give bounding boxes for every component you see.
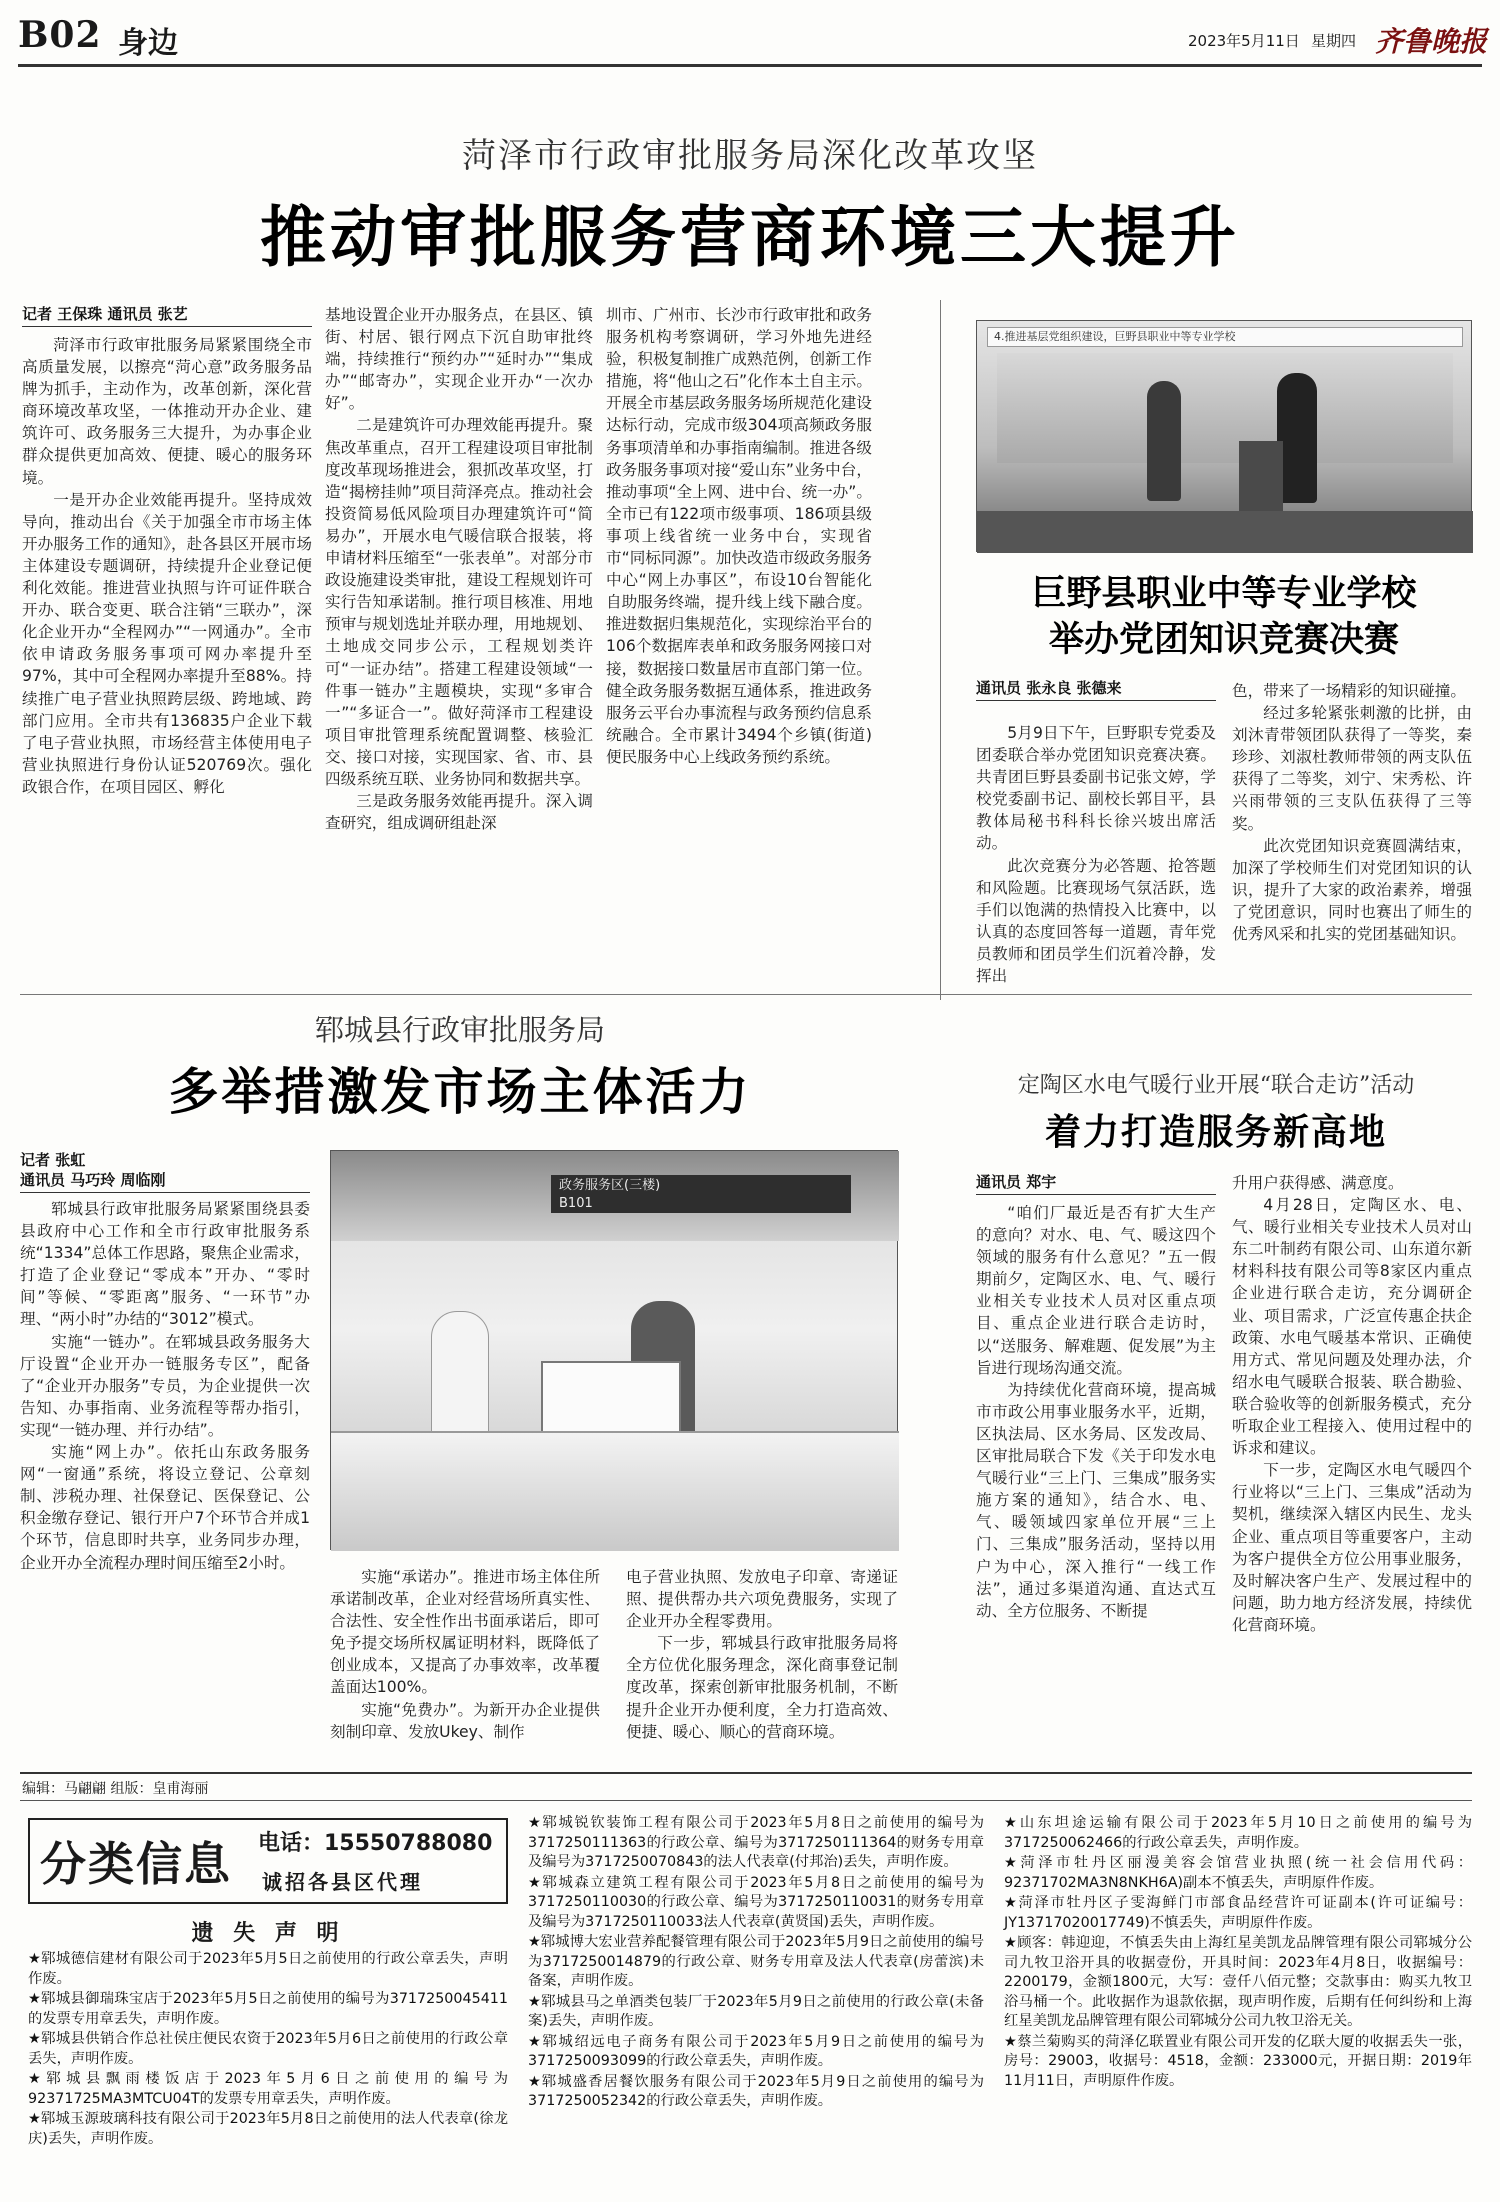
stage-banner: 4.推进基层党组织建设，巨野县职业中等专业学校 <box>987 327 1463 347</box>
stage-screen <box>997 353 1453 463</box>
a1-headline: 推动审批服务营商环境三大提升 <box>260 198 1240 276</box>
paragraph: 郓城县行政审批服务局紧紧围绕县委县政府中心工作和全市行政审批服务系统“1334”总体工作思路，聚焦企业需求，打造了企业登记“零成本”开办、“零时间”等候、“零距离”服务、“一环节”办理、“两小时”办结的“3012”模式。 <box>20 1200 310 1329</box>
paragraph: 色，带来了一场精彩的知识碰撞。 <box>1232 682 1466 700</box>
paragraph: 基地设置企业开办服务点，在县区、镇街、村居、银行网点下沉自助审批终端，持续推行“预约办”“延时办”“集成办”“邮寄办”，实现企业开办“一次办好”。 <box>325 306 593 413</box>
ads-rule <box>20 1800 1472 1801</box>
a2-byline: 通讯员 张永良 张德来 <box>976 678 1216 701</box>
notice-item: ★郓城绍远电子商务有限公司于2023年5月9日之前使用的编号为3717250093099的行政公章丢失，声明作废。 <box>528 2033 984 2069</box>
hall-sign-text: 政务服务区(三楼) <box>559 1178 661 1193</box>
paragraph: 实施“免费办”。为新开办企业提供刻制印章、发放Ukey、制作 <box>330 1700 600 1741</box>
a3-kicker: 郓城县行政审批服务局 <box>314 1013 605 1047</box>
paragraph: 4月28日，定陶区水、电、气、暖行业相关专业技术人员对山东二叶制药有限公司、山东道尔新材料科技有限公司等8家区内重点企业进行联合走访，充分调研企业、项目需求，广泛宣传惠企扶企政策、水电气暖基本常识、正确使用方式、常见问题及处理办法，介绍水电气暖联合报装、联合勘验、联合验收等的创新服务模式，充分听取企业工程接入、使用过程中的诉求和建议。 <box>1232 1196 1472 1458</box>
host-left <box>1147 381 1181 501</box>
notice-item: ★郓城博大宏业营养配餐管理有限公司于2023年5月9日之前使用的编号为3717250014879的行政公章、财务专用章及法人代表章(房蕾滨)未备案，声明作废。 <box>528 1934 984 1989</box>
paragraph: 实施“一链办”。在郓城县政务服务大厅设置“企业开办一链服务专区”，配备了“企业开办服务”专员，为企业提供一次告知、办事指南、业务流程等帮办指引，实现“一链办理、并行办结”。 <box>20 1332 310 1439</box>
hall-sign-code: B101 <box>559 1196 593 1211</box>
a3-col3 <box>626 1566 898 1754</box>
a1-col3 <box>606 304 872 956</box>
paragraph: “咱们厂最近是否有扩大生产的意向？对水、电、气、暖这四个领域的服务有什么意见？”五一假期前夕，定陶区水、电、气、暖行业相关专业技术人员对区重点项目、重点企业进行联合走访时，以“送服务、解难题、促发展”为主旨进行现场沟通交流。 <box>976 1204 1216 1377</box>
ads-recruit: 诚招各县区代理 <box>262 1870 423 1894</box>
service-counter <box>331 1431 899 1551</box>
paragraph: 圳市、广州市、长沙市行政审批和政务服务机构考察调研，学习外地先进经验，积极复制推广成熟范例，创新工作措施，将“他山之石”化作本土自主示。开展全市基层政务服务场所规范化建设达标行动，完成市级304项高频政务服务事项清单和办事指南编制。推进各级政务服务事项对接“爱山东”业务中台，推动事项“全上网、进中台、统一办”。全市已有122项市级事项、186项县级事项上线省统一业务中台，实现省市“同标同源”。加快改造市级政务服务中心“网上办事区”，布设10台智能化自助服务终端，提升线上线下融合度。推进数据归集规范化，实现综治平台的106个数据库表单和政务服务网接口对接，数据接口数量居市直部门第一位。健全政务服务数据互通体系，推进政务服务云平台办事流程与政务预约信息系统融合。全市累计3494个乡镇(街道)便民服务中心上线政务预约系统。 <box>606 306 872 766</box>
a1-col2 <box>325 304 593 956</box>
editors-credit: 编辑：马翩翩 组版：皇甫海丽 <box>22 1781 209 1797</box>
ads-col1 <box>28 1950 508 2186</box>
a2-col2 <box>1232 680 1472 972</box>
paragraph: 电子营业执照、发放电子印章、寄递证照、提供帮办共六项免费服务，实现了企业开办全程零费用。 <box>626 1568 898 1631</box>
divider <box>20 994 1472 995</box>
notice-item: ★郓城德信建材有限公司于2023年5月5日之前使用的行政公章丢失，声明作废。 <box>28 1951 508 1987</box>
notice-item: ★郓城县御瑞珠宝店于2023年5月5日之前使用的编号为3717250045411的发票专用章丢失，声明作废。 <box>28 1991 508 2027</box>
issue-date: 2023年5月11日 <box>1188 32 1300 50</box>
hall-sign <box>551 1175 851 1213</box>
notice-item: ★菏泽市牡丹区子雯海鲜门市部食品经营许可证副本(许可证编号：JY13717020017749)不慎丢失，声明原件作废。 <box>1004 1895 1472 1931</box>
a2-col1 <box>976 722 1216 986</box>
paragraph: 经过多轮紧张刺激的比拼，由刘沐青带领团队获得了一等奖，秦珍珍、刘淑杜教师带领的两支队伍获得了二等奖，刘宁、宋秀松、许兴雨带领的三支队伍获得了三等奖。 <box>1232 704 1472 833</box>
a3-photo <box>330 1150 898 1550</box>
a4-headline: 着力打造服务新高地 <box>1044 1111 1387 1153</box>
a4-byline: 通讯员 郑宇 <box>976 1172 1216 1195</box>
paragraph: 为持续优化营商环境，提高城市市政公用事业服务水平，近期，区执法局、区水务局、区发改局、区审批局联合下发《关于印发水电气暖行业“三上门、三集成”服务实施方案的通知》，结合水、电、气、暖领域四家单位开展“三上门、三集成”服务活动，坚持以用户为中心，深入推行“一线工作法”，通过多渠道沟通、直达式互动、全方位服务、不断提 <box>976 1380 1216 1620</box>
paragraph: 实施“网上办”。依托山东政务服务网“一窗通”系统，将设立登记、公章刻制、涉税办理、社保登记、医保登记、公积金缴存登记、银行开户7个环节合并成1个环节，信息即时共享，业务同步办理，企业开办全流程办理时间压缩至2小时。 <box>20 1443 310 1572</box>
ads-title: 分类信息 <box>40 1837 232 1891</box>
paragraph: 此次竞赛分为必答题、抢答题和风险题。比赛现场气氛活跃，选手们以饱满的热情投入比赛中，以认真的态度回答每一道题，青年党员教师和团员学生们沉着冷静，发挥出 <box>976 856 1216 986</box>
masthead-rule <box>18 64 1482 67</box>
stage-floor <box>977 511 1473 553</box>
ads-col2 <box>528 1814 984 2186</box>
notice-item: ★郓城森立建筑工程有限公司于2023年5月8日之前使用的编号为3717250110030的行政公章、编号为3717250110031的财务专用章及编号为3717250110033法人代表章(黄贤国)丢失，声明作废。 <box>528 1874 984 1930</box>
notice-item: ★菏泽市牡丹区丽漫美容会馆营业执照(统一社会信用代码：92371702MA3N8NKH6A)副本不慎丢失，声明原件作废。 <box>1004 1855 1472 1891</box>
notice-item: ★郓城县供销合作总社侯庄便民农资于2023年5月6日之前使用的行政公章丢失，声明作废。 <box>28 2031 508 2067</box>
notice-item: ★山东坦途运输有限公司于2023年5月10日之前使用的编号为3717250062466的行政公章丢失，声明作废。 <box>1004 1815 1472 1851</box>
paragraph: 下一步，郓城县行政审批服务局将全方位优化服务理念，深化商事登记制度改革，探索创新审批服务机制，不断提升企业开办便利度，全力打造高效、便捷、暖心、顺心的营商环境。 <box>626 1634 898 1741</box>
a2-headline-line2: 举办党团知识竞赛决赛 <box>1048 619 1399 660</box>
a3-byline-1: 记者 张虹 <box>20 1151 86 1169</box>
ads-phone: 电话：15550788080 <box>258 1831 493 1856</box>
host-right <box>1277 373 1317 503</box>
lectern <box>1239 441 1283 511</box>
issue-weekday: 星期四 <box>1311 32 1357 50</box>
a2-photo <box>976 320 1472 552</box>
notice-item: ★郓城盛香居餐饮服务有限公司于2023年5月9日之前使用的编号为3717250052342的行政公章丢失，声明作废。 <box>528 2073 984 2109</box>
ads-notice-title: 遗 失 声 明 <box>191 1920 345 1946</box>
section-title: 身边 <box>118 26 178 61</box>
paper-logo: 齐鲁晚报 <box>1375 25 1488 58</box>
notice-item: ★郓城县飘雨楼饭店于2023年5月6日之前使用的编号为92371725MA3MTCU04T的发票专用章丢失，声明作废。 <box>28 2071 508 2107</box>
paragraph: 一是开办企业效能再提升。坚持成效导向，推动出台《关于加强全市市场主体开办服务工作的通知》，赴各县区开展市场主体建设专题调研，持续提升企业登记便利化效能。推进营业执照与许可证件联合开办、联合变更、联合注销“三联办”，深化企业开办“全程网办”“一网通办”。全市依申请政务服务事项可网办率提升至97%，其中可全程网办率提升至88%。持续推广电子营业执照跨层级、跨地域、跨部门应用。全市共有136835户企业下载了电子营业执照，市场经营主体使用电子营业执照进行身份认证520769次。强化政银合作，在项目园区、孵化 <box>22 490 312 796</box>
notice-item: ★蔡兰菊购买的菏泽亿联置业有限公司开发的亿联大厦的收据丢失一张，房号：29003，收据号：4518，金额：233000元，开据日期：2019年11月11日，声明原件作废。 <box>1004 2033 1472 2089</box>
notice-item: ★郓城玉源玻璃科技有限公司于2023年5月8日之前使用的法人代表章(徐龙庆)丢失，声明作废。 <box>28 2111 508 2147</box>
a3-col2 <box>330 1566 600 1754</box>
page-code: B02 <box>18 14 102 56</box>
notice-item: ★郓城县马之单酒类包装厂于2023年5月9日之前使用的行政公章(未备案)丢失，声明作废。 <box>528 1993 984 2029</box>
paragraph: 菏泽市行政审批服务局紧紧围绕全市高质量发展，以擦亮“菏心意”政务服务品牌为抓手，主动作为，改革创新，深化营商环境改革攻坚，一体推动开办企业、建筑许可、政务服务三大提升，为办事企业群众提供更加高效、便捷、暖心的服务环境。 <box>22 336 312 487</box>
paragraph: 二是建筑许可办理效能再提升。聚焦改革重点，召开工程建设项目审批制度改革现场推进会，狠抓改革攻坚，打造“揭榜挂帅”项目菏泽亮点。推动社会投资简易低风险项目办理建筑许可“简易办”，开展水电气暖信联合报装，将申请材料压缩至“一张表单”。对部分市政设施建设类审批，建设工程规划许可实行告知承诺制。推行项目核准、用地预审与规划选址并联办理，用地规划、土地成交同步公示，工程规划类许可“一证办结”。搭建工程建设领域“一件事一链办”主题模块，实现“多审合一”“多证合一”。做好菏泽市工程建设项目审批管理系统配置调整、核验汇交、接口对接，实现国家、省、市、县四级系统互联、业务协同和数据共享。 <box>325 416 593 788</box>
a1-kicker: 菏泽市行政审批服务局深化改革攻坚 <box>462 136 1038 176</box>
paragraph: 升用户获得感、满意度。 <box>1232 1174 1404 1192</box>
a4-kicker: 定陶区水电气暖行业开展“联合走访”活动 <box>1017 1073 1415 1098</box>
a4-col1 <box>976 1202 1216 1754</box>
a3-byline-2: 通讯员 马巧玲 周临刚 <box>20 1170 310 1193</box>
divider <box>940 300 941 1000</box>
a2-headline-line1: 巨野县职业中等专业学校 <box>1031 573 1417 614</box>
paragraph: 下一步，定陶区水电气暖四个行业将以“三上门、三集成”活动为契机，继续深入辖区内民生、龙头企业、重点项目等重要客户，主动为客户提供全方位公用事业服务，及时解决客户生产、发展过程中的问题，助力地方经济发展，持续优化营商环境。 <box>1232 1461 1472 1634</box>
paragraph: 此次党团知识竞赛圆满结束，加深了学校师生们对党团知识的认识，提升了大家的政治素养，增强了党团意识，同时也赛出了师生的优秀风采和扎实的党团基础知识。 <box>1232 836 1472 944</box>
a1-byline: 记者 王保珠 通讯员 张艺 <box>22 304 312 327</box>
a3-headline: 多举措激发市场主体活力 <box>168 1062 752 1121</box>
a1-col1 <box>22 334 312 956</box>
notice-item: ★顾客：韩迎迎，不慎丢失由上海红星美凯龙品牌管理有限公司郓城分公司九牧卫浴开具的收据壹份，开具时间：2023年4月8日，收据编号：2200179，金额1800元，大写：壹仟八佰元整；交款事由：购买九牧卫浴马桶一个。此收据作为退款依据，现声明作废，后期有任何纠纷和上海红星美凯龙品牌管理有限公司郓城分公司九牧卫浴无关。 <box>1004 1935 1472 2029</box>
paragraph: 实施“承诺办”。推进市场主体住所承诺制改革，企业对经营场所真实性、合法性、安全性作出书面承诺后，即可免予提交场所权属证明材料，既降低了创业成本，又提高了办事效率，改革覆盖面达100%。 <box>330 1568 600 1697</box>
paragraph: 三是政务服务效能再提升。深入调查研究，组成调研组赴深 <box>325 792 593 833</box>
a3-col1 <box>20 1198 310 1754</box>
paragraph: 5月9日下午，巨野职专党委及团委联合举办党团知识竞赛决赛。共青团巨野县委副书记张文婷，学校党委副书记、副校长郭目平，县教体局秘书科科长徐兴坡出席活动。 <box>976 724 1216 853</box>
notice-item: ★郓城锐钦装饰工程有限公司于2023年5月8日之前使用的编号为3717250111363的行政公章、编号为3717250111364的财务专用章及编号为3717250070843的法人代表章(付邦治)丢失，声明作废。 <box>528 1815 984 1870</box>
ads-col3 <box>1004 1814 1472 2186</box>
editors-rule <box>20 1772 1472 1774</box>
a4-col2 <box>1232 1172 1472 1754</box>
